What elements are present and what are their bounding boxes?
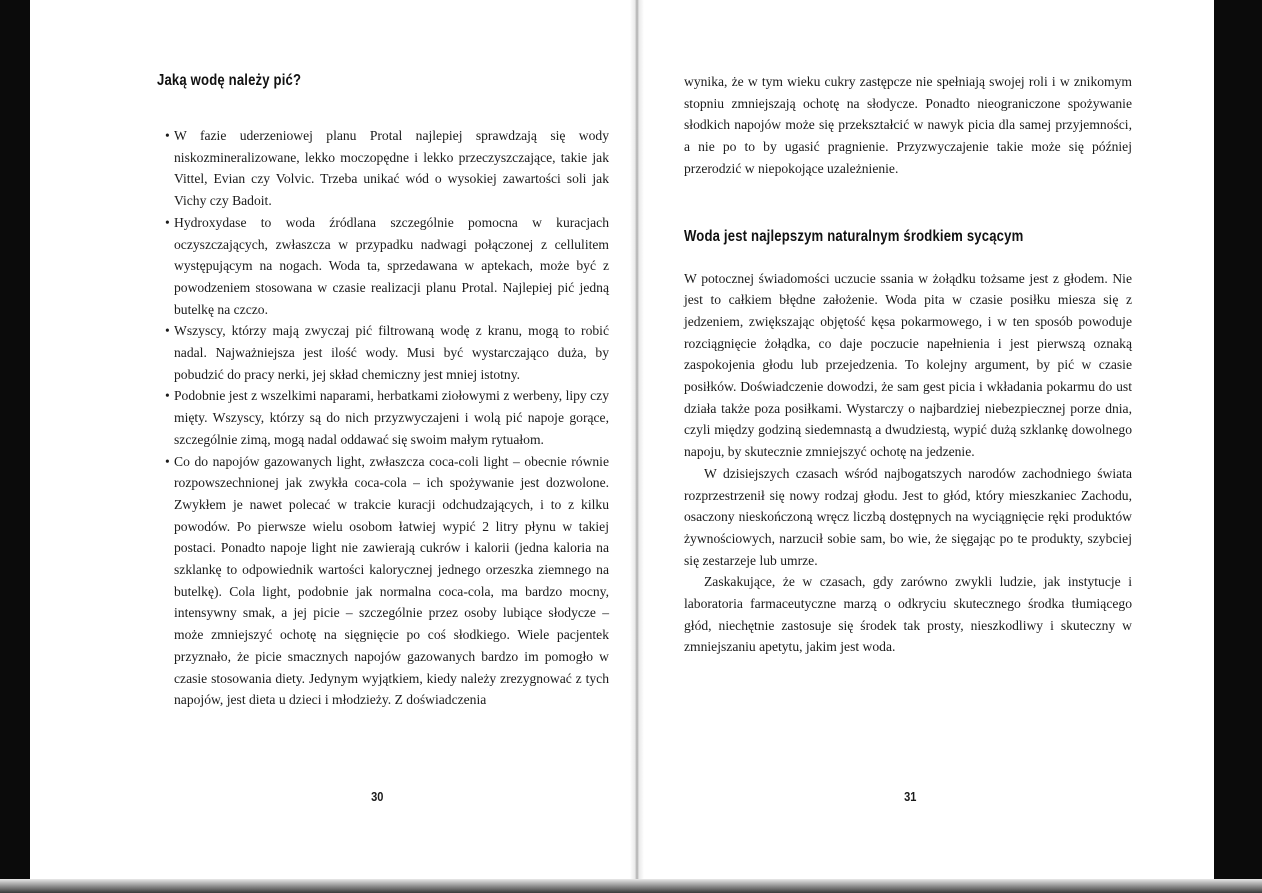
bullet-item: • W fazie uderzeniowej planu Protal najlepiej sprawdzają się wody niskozmineralizowane, lekko moczopędne i lekko przeczyszczające, takie jak Vittel, Evian czy Volvic. Trzeba unikać wód o wysokiej zawartości soli jak Vichy czy Badoit. <box>157 125 609 212</box>
continuation-paragraph: wynika, że w tym wieku cukry zastępcze nie spełniają swojej roli i w znikomym stopniu zmniejszają ochotę na słodycze. Ponadto nieograniczone spożywanie słodkich napojów może się przekształcić w nawyk picia dla samej przyjemności, a nie po to by ugasić pragnienie. Przyzwyczajenie takie może się później przerodzić w niepokojące uzależnienie. <box>684 74 1132 176</box>
bullet-item: • Hydroxydase to woda źródlana szczególnie pomocna w kuracjach oczyszczających, zwłaszcza w przypadku nadwagi połączonej z cellulitem występującym na nogach. Woda ta, sprzedawana w aptekach, może być z powodzeniem stosowana w czasie realizacji planu Protal. Najlepiej pić jedną butelkę na czczo. <box>157 212 609 321</box>
scan-edge-right <box>1214 0 1262 893</box>
left-page <box>157 60 609 711</box>
book-spine <box>630 0 644 893</box>
bullet-list <box>157 125 609 711</box>
bullet-item: • Podobnie jest z wszelkimi naparami, herbatkami ziołowymi z werbeny, lipy czy mięty. Wszyscy, którzy są do nich przyzwyczajeni i wolą pić napoje gorące, szczególnie zimą, mogą nadal oddawać się swoim małym rytuałom. <box>157 385 609 450</box>
left-page-heading: Jaką wodę należy pić? <box>157 72 302 89</box>
left-page-number: 30 <box>371 789 384 804</box>
paragraph: Zaskakujące, że w czasach, gdy zarówno zwykli ludzie, jak instytucje i laboratoria farmaceutyczne marzą o odkryciu skutecznego środka tłumiącego głód, niechętnie zastosuje się środek tak prosty, nieszkodliwy i skuteczny w zmniejszaniu apetytu, jakim jest woda. <box>684 574 1132 655</box>
paragraph: W dzisiejszych czasach wśród najbogatszych narodów zachodniego świata rozprzestrzenił się nowy rodzaj głodu. Jest to głód, który mieszkaniec Zachodu, osaczony nieskończoną wręcz liczbą dostępnych na wyciągnięcie ręki produktów żywnościowych, narzucił sobie sam, bo wie, że sięgając po te produkty, szybciej się zestarzeje lub umrze. <box>684 465 1132 568</box>
body-text <box>684 268 1132 659</box>
bullet-item: • Wszyscy, którzy mają zwyczaj pić filtrowaną wodę z kranu, mogą to robić nadal. Najważniejsza jest ilość wody. Musi być wystarczająco duża, by pobudzić do pracy nerki, jej skład chemiczny jest mniej istotny. <box>157 320 609 385</box>
scan-edge-left <box>0 0 30 893</box>
right-page-heading: Woda jest najlepszym naturalnym środkiem sycącym <box>684 227 1024 245</box>
scan-edge-bottom <box>0 879 1262 893</box>
bullet-item: • Co do napojów gazowanych light, zwłaszcza coca-coli light – obecnie równie rozpowszechnionej jak zwykła coca-cola – ich spożywanie jest dozwolone. Zwykłem je nawet polecać w trakcie kuracji odchudzających, i to z kilku powodów. Po pierwsze wielu osobom łatwiej wypić 2 litry płynu w takiej postaci. Ponadto napoje light nie zawierają cukrów i kalorii (jedna kaloria na szklankę to odpowiednik wartości kalorycznej jednego orzeszka ziemnego na butelkę). Cola light, podobnie jak normalna coca-cola, ma bardzo mocny, intensywny smak, a jej picie – szczególnie przez osoby lubiące słodycze – może zmniejszyć ochotę na sięgnięcie po coś słodkiego. Wiele pacjentek przyznało, że picie smacznych napojów gazowanych bardzo im pomogło w czasie stosowania diety. Jedynym wyjątkiem, kiedy należy zrezygnować z tych napojów, jest dieta u dzieci i młodzieży. Z doświadczenia <box>157 451 609 711</box>
right-page-number: 31 <box>904 789 917 804</box>
paragraph: W potocznej świadomości uczucie ssania w żołądku tożsame jest z głodem. Nie jest to całkiem błędne założenie. Woda pita w czasie posiłku miesza się z jedzeniem, zwiększając objętość kęsa pokarmowego, i w ten sposób powoduje rozciągnięcie żołądka, co daje poczucie napełnienia i jest pierwszą oznaką zaspokojenia głodu lub przejedzenia. To kolejny argument, by pić w czasie posiłków. Doświadczenie dowodzi, że sam gest picia i wkładania pokarmu do ust działa także poza posiłkami. Wystarczy o najbardziej niebezpiecznej porze dnia, czyli między godziną siedemnastą a dwudziestą, wypić dużą szklankę dowolnego napoju, by skutecznie zmniejszyć ochotę na jedzenie. <box>684 270 1132 460</box>
right-page <box>684 71 1132 658</box>
